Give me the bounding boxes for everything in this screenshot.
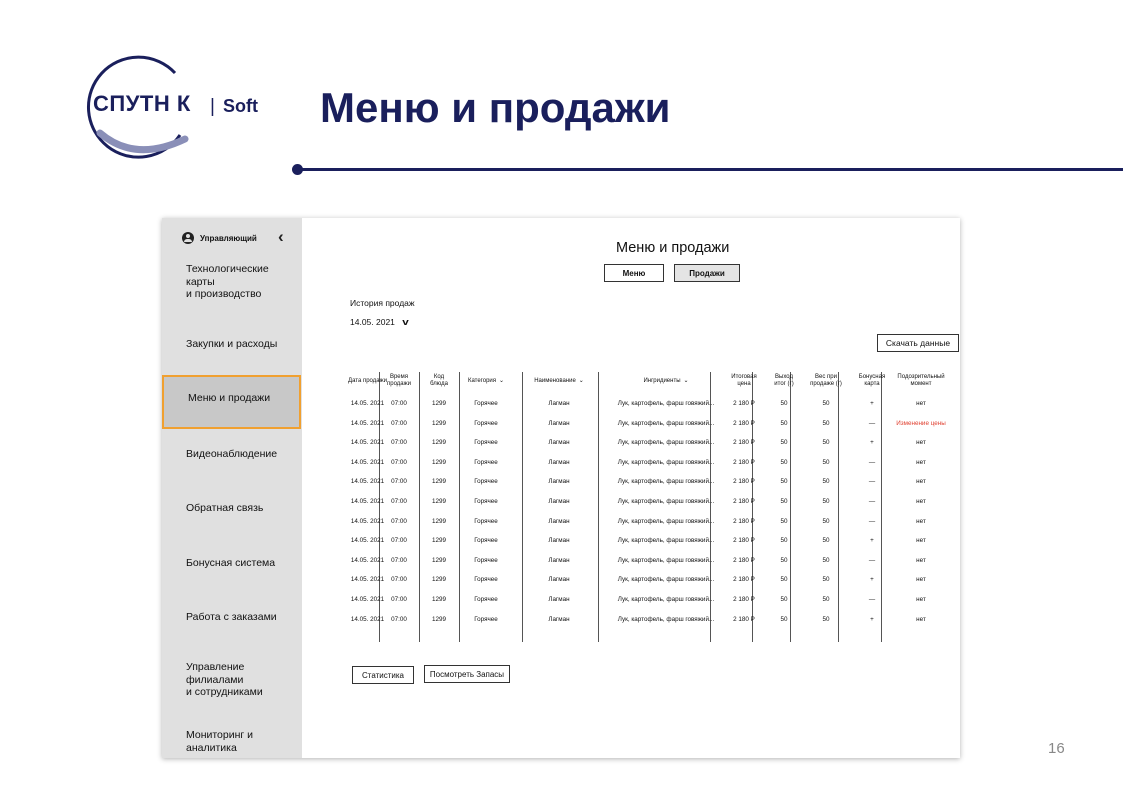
chevron-down-icon: ⌄ (499, 378, 505, 384)
table-cell: 50 (822, 556, 830, 564)
table-cell: Горячее (474, 458, 498, 466)
column-header-label: Категория (467, 378, 497, 384)
table-cell: нет (916, 615, 926, 623)
table-cell: 14.05. 2021 (350, 498, 385, 505)
sidebar-item-bonus[interactable]: Бонусная система (186, 557, 276, 569)
table-cell: Горячее (474, 439, 498, 447)
table-cell: Горячее (474, 537, 498, 545)
sidebar-item-menu-sales[interactable]: Меню и продажи (162, 375, 301, 429)
table-cell: Лук, картофель, фарш говяжий... (617, 537, 715, 545)
table-cell: 50 (822, 517, 830, 525)
table-cell: 50 (780, 419, 788, 427)
table-cell: 07:00 (391, 615, 407, 623)
table-cell: 2 180 Р (733, 556, 755, 564)
sales-history-label: История продаж (350, 298, 415, 308)
table-cell: 2 180 Р (733, 439, 755, 447)
table-cell: нет (916, 478, 926, 486)
table-cell: 50 (780, 576, 788, 584)
page-title: Меню и продажи (616, 240, 730, 256)
table-cell: Горячее (474, 478, 498, 486)
table-cell: — (868, 458, 876, 466)
brand-suffix: Soft (223, 96, 258, 116)
table-cell: 1299 (431, 517, 446, 525)
table-cell: Лагман (548, 615, 570, 623)
table-cell: + (870, 537, 874, 545)
table-cell: 14.05. 2021 (350, 400, 385, 407)
chevron-down-icon: ⌄ (578, 378, 584, 384)
column-header-label: Ингридиенты (643, 378, 681, 384)
table-cell: + (870, 439, 874, 447)
table-cell: 50 (780, 615, 788, 623)
column-header[interactable] (459, 378, 514, 385)
table-cell: 14.05. 2021 (350, 537, 385, 545)
date-select[interactable] (350, 317, 408, 327)
table-cell: Лагман (548, 596, 570, 603)
table-cell: Лагман (548, 576, 570, 584)
user-icon (182, 232, 194, 244)
table-cell: нет (916, 517, 926, 525)
table-cell: 07:00 (391, 498, 407, 505)
table-cell: Изменение цены (896, 419, 946, 427)
view-stock-button[interactable]: Посмотреть Запасы (424, 665, 510, 683)
table-cell: Лук, картофель, фарш говяжий... (617, 419, 715, 427)
chevron-left-icon[interactable]: ‹ (278, 227, 284, 246)
table-cell: 1299 (431, 615, 446, 623)
column-header (421, 374, 457, 388)
table-cell: Лагман (548, 439, 570, 447)
table-cell: 07:00 (391, 419, 407, 427)
table-cell: Лук, картофель, фарш говяжий... (617, 615, 715, 623)
table-cell: 1299 (431, 556, 446, 564)
table-cell: — (868, 556, 876, 564)
table-cell: Лагман (548, 556, 570, 564)
column-header-label: Выход итог (г) (774, 374, 794, 387)
statistics-button[interactable]: Статистика (352, 666, 414, 684)
table-cell: 07:00 (391, 439, 407, 447)
app-mockup (162, 218, 960, 758)
table-cell: + (870, 576, 874, 584)
table-cell: Горячее (474, 576, 498, 584)
table-cell: Лагман (548, 458, 570, 466)
brand-logo (80, 55, 280, 160)
column-header-label: Наименование (534, 378, 576, 384)
table-cell: 14.05. 2021 (350, 576, 385, 584)
table-cell: 2 180 Р (733, 458, 755, 466)
table-cell: — (868, 419, 876, 427)
column-header-label: Бонусная карта (858, 374, 886, 387)
column-header (801, 374, 851, 388)
table-cell: 07:00 (391, 478, 407, 486)
table-cell: 50 (822, 439, 830, 447)
date-value: 14.05. 2021 (350, 317, 395, 327)
column-header-label: Код блюда (430, 374, 448, 387)
table-cell: 07:00 (391, 517, 407, 525)
column-divider (598, 372, 599, 642)
table-cell: 50 (822, 576, 830, 584)
title-divider (297, 168, 1123, 171)
download-data-button[interactable]: Скачать данные (877, 334, 959, 352)
table-cell: Лук, картофель, фарш говяжий... (617, 556, 715, 564)
table-cell: 50 (822, 615, 830, 623)
column-divider (419, 372, 420, 642)
table-cell: 1299 (431, 596, 446, 603)
sales-table (346, 372, 960, 642)
table-cell: 14.05. 2021 (350, 556, 385, 564)
table-cell: Горячее (474, 419, 498, 427)
column-header[interactable] (524, 378, 594, 385)
table-cell: 2 180 Р (733, 596, 755, 603)
table-cell: 2 180 Р (733, 400, 755, 407)
table-cell: 2 180 Р (733, 517, 755, 525)
table-cell: 2 180 Р (733, 576, 755, 584)
table-cell: 14.05. 2021 (350, 458, 385, 466)
table-cell: 2 180 Р (733, 478, 755, 486)
table-cell: 50 (822, 458, 830, 466)
sidebar-item-feedback[interactable]: Обратная связь (186, 502, 264, 514)
table-cell: 50 (780, 478, 788, 486)
table-cell: нет (916, 498, 926, 505)
table-cell: 07:00 (391, 458, 407, 466)
table-cell: 14.05. 2021 (350, 517, 385, 525)
user-profile[interactable] (182, 232, 257, 244)
table-cell: — (868, 498, 876, 505)
table-cell: Лагман (548, 517, 570, 525)
table-cell: Горячее (474, 596, 498, 603)
table-cell: 14.05. 2021 (350, 596, 385, 603)
table-cell: нет (916, 556, 926, 564)
table-cell: 14.05. 2021 (350, 478, 385, 486)
column-header-label: Время продажи (387, 374, 411, 387)
sidebar-item-branches[interactable]: Управление филиалами и сотрудниками (186, 661, 263, 698)
table-cell: 07:00 (391, 596, 407, 603)
table-cell: Лук, картофель, фарш говяжий... (617, 517, 715, 525)
table-cell: + (870, 615, 874, 623)
table-cell: 50 (822, 419, 830, 427)
table-cell: — (868, 517, 876, 525)
table-cell: 1299 (431, 478, 446, 486)
table-cell: Лук, картофель, фарш говяжий... (617, 400, 715, 407)
column-header (852, 374, 892, 388)
column-header-label: Итоговая цена (731, 374, 757, 387)
table-cell: Лук, картофель, фарш говяжий... (617, 596, 715, 603)
sidebar-item-purchases[interactable]: Закупки и расходы (186, 338, 278, 350)
tab-sales[interactable]: Продажи (674, 264, 740, 282)
table-cell: Лук, картофель, фарш говяжий... (617, 576, 715, 584)
table-cell: 50 (780, 596, 788, 603)
table-cell: Лагман (548, 537, 570, 545)
table-cell: 1299 (431, 537, 446, 545)
table-cell: нет (916, 576, 926, 584)
column-header (889, 374, 954, 388)
table-cell: нет (916, 596, 926, 603)
table-cell: 14.05. 2021 (350, 439, 385, 447)
table-cell: 50 (780, 400, 788, 407)
table-cell: 2 180 Р (733, 615, 755, 623)
table-cell: 50 (822, 478, 830, 486)
table-cell: 1299 (431, 439, 446, 447)
table-cell: нет (916, 400, 926, 407)
table-cell: 50 (780, 517, 788, 525)
table-cell: — (868, 478, 876, 486)
table-cell: 50 (822, 596, 830, 603)
sidebar-item-orders[interactable]: Работа с заказами (186, 611, 277, 623)
column-header-label: Вес при продаже (г) (810, 374, 842, 387)
brand-separator: | (210, 96, 215, 117)
table-cell: 1299 (431, 419, 446, 427)
table-cell: 1299 (431, 400, 446, 407)
table-cell: 07:00 (391, 400, 407, 407)
sidebar (162, 218, 302, 758)
table-cell: 1299 (431, 458, 446, 466)
table-cell: Горячее (474, 400, 498, 407)
column-header-label: Подозрительный момент (897, 374, 945, 387)
table-cell: 50 (780, 458, 788, 466)
table-cell: 50 (780, 498, 788, 505)
user-role-label: Управляющий (200, 233, 257, 243)
table-cell: Лук, картофель, фарш говяжий... (617, 498, 715, 505)
title-divider-dot (292, 164, 303, 175)
sidebar-item-video[interactable]: Видеонаблюдение (186, 448, 278, 460)
table-cell: Горячее (474, 556, 498, 564)
table-cell: нет (916, 537, 926, 545)
sidebar-item-tech-cards[interactable]: Технологические карты и производство (186, 263, 269, 300)
table-cell: 07:00 (391, 537, 407, 545)
tab-menu[interactable]: Меню (604, 264, 664, 282)
table-cell: 50 (780, 556, 788, 564)
column-divider (522, 372, 523, 642)
table-cell: 2 180 Р (733, 498, 755, 505)
table-cell: 1299 (431, 576, 446, 584)
table-cell: 07:00 (391, 576, 407, 584)
table-cell: 50 (822, 537, 830, 545)
table-cell: 50 (780, 537, 788, 545)
page-number: 16 (1048, 740, 1065, 757)
slide-title: Меню и продажи (320, 84, 671, 131)
table-cell: Лук, картофель, фарш говяжий... (617, 458, 715, 466)
table-cell: 50 (822, 498, 830, 505)
table-cell: 14.05. 2021 (350, 419, 385, 427)
table-cell: Горячее (474, 615, 498, 623)
table-cell: нет (916, 439, 926, 447)
column-header (724, 374, 764, 388)
table-cell: Горячее (474, 517, 498, 525)
table-cell: Лагман (548, 478, 570, 486)
chevron-down-icon: v (402, 317, 409, 327)
table-cell: Лук, картофель, фарш говяжий... (617, 478, 715, 486)
table-cell: Лагман (548, 498, 570, 505)
table-cell: 2 180 Р (733, 537, 755, 545)
table-cell: Лагман (548, 400, 570, 407)
table-cell: Лагман (548, 419, 570, 427)
table-cell: — (868, 596, 876, 603)
chevron-down-icon: ⌄ (683, 378, 689, 384)
table-cell: 50 (822, 400, 830, 407)
table-cell: 14.05. 2021 (350, 615, 385, 623)
table-cell: 07:00 (391, 556, 407, 564)
table-cell: 50 (780, 439, 788, 447)
table-cell: Лук, картофель, фарш говяжий... (617, 439, 715, 447)
brand-name: СПУТН К (93, 91, 191, 116)
column-header (764, 374, 804, 388)
column-header-label: Дата продажи (348, 378, 387, 384)
column-header (379, 374, 419, 388)
table-cell: 1299 (431, 498, 446, 505)
table-cell: 2 180 Р (733, 419, 755, 427)
table-cell: нет (916, 458, 926, 466)
sidebar-item-monitoring[interactable]: Мониторинг и аналитика (186, 729, 254, 754)
table-cell: + (870, 400, 874, 407)
column-header[interactable] (606, 378, 726, 385)
table-cell: Горячее (474, 498, 498, 505)
